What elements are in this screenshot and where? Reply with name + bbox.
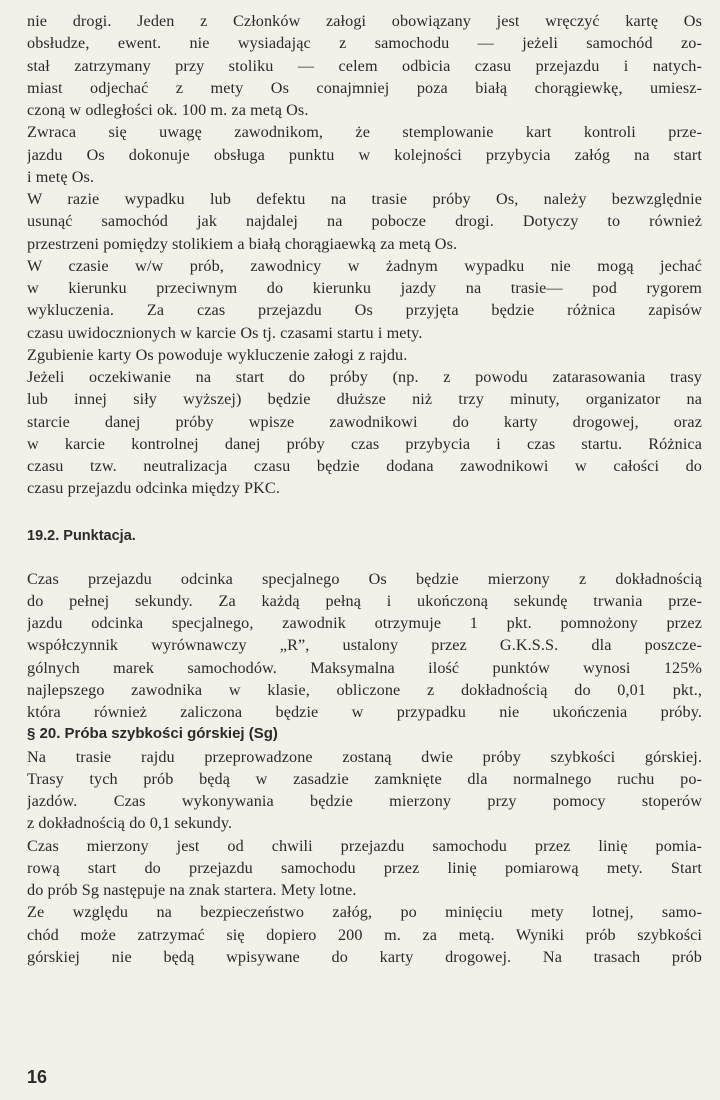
text-line: wykluczenia. Za czas przejazdu Os przyjęta będzie różnica zapisów [27,301,702,320]
text-line: obsłudze, ewent. nie wysiadając z samochodu — jeżeli samochód zo- [27,34,702,53]
text-line: chód może zatrzymać się dopiero 200 m. za metą. Wyniki prób szybkości [27,925,702,944]
paragraph-top-0 [27,10,702,121]
text-line: czasu przejazdu odcinka między PKC. [27,479,280,498]
paragraph-section20-0 [27,746,702,835]
paragraph-top-2 [27,188,702,255]
text-line: i metę Os. [27,167,95,186]
paragraph-punktacja [27,568,702,724]
text-line: usunąć samochód jak najdalej na pobocze drogi. Dotyczy to również [27,212,702,231]
text-line: gólnych marek samochodów. Maksymalna ilość punktów wynosi 125% [27,658,702,677]
text-line: która również zaliczona będzie w przypadku nie ukończenia próby. [27,703,702,721]
text-line: Na trasie rajdu przeprowadzone zostaną dwie próby szybkości górskiej. [27,747,702,766]
section-heading-proba-szybkosci-gorskiej: § 20. Próba szybkości górskiej (Sg) [27,725,278,743]
text-line: Zgubienie karty Os powoduje wykluczenie załogi z rajdu. [27,345,408,364]
text-line: współczynnik wyrównawczy „R”, ustalony przez G.K.S.S. dla poszcze- [27,636,702,655]
text-line: jazdu Os dokonuje obsługa punktu w kolejności przybycia załóg na start [27,145,702,164]
text-line: Trasy tych prób będą w zasadzie zamknięte dla normalnego ruchu po- [27,769,702,788]
paragraph-top-4 [27,344,702,366]
paragraph-top-3 [27,255,702,344]
text-line: stał zatrzymany przy stoliku — celem odbicia czasu przejazdu i natych- [27,56,702,75]
paragraph-section20-1 [27,835,702,902]
text-line: nie drogi. Jeden z Członków załogi obowiązany jest wręczyć kartę Os [27,12,702,30]
text-line: z dokładnością do 0,1 sekundy. [27,814,233,833]
text-line: Czas mierzony jest od chwili przejazdu samochodu przez linię pomia- [27,836,702,855]
text-line: najlepszego zawodnika w klasie, obliczone z dokładnością do 0,01 pkt., [27,680,702,699]
paragraph-top-1 [27,121,702,188]
text-line: W czasie w/w prób, zawodnicy w żadnym wypadku nie mogą jechać [27,256,702,275]
text-line: miast odjechać z mety Os conajmniej poza białą chorągiewkę, umiesz- [27,78,702,97]
text-line: czasu uwidocznionych w karcie Os tj. czasami startu i mety. [27,323,423,342]
text-line: przestrzeni pomiędzy stolikiem a białą chorągiaewką za metą Os. [27,234,458,253]
section-heading-punktacja: 19.2. Punktacja. [27,527,136,544]
text-line: do pełnej sekundy. Za każdą pełną i ukończoną sekundę trwania prze- [27,591,702,610]
text-line: jazdu odcinka specjalnego, zawodnik otrzymuje 1 pkt. pomnożony przez [27,614,702,632]
text-line: Ze względu na bezpieczeństwo załóg, po minięciu mety lotnej, samo- [27,903,702,922]
text-line: w kierunku przeciwnym do kierunku jazdy na trasie— pod rygorem [27,279,702,297]
page-number: 16 [27,1067,48,1087]
text-line: lub innej siły wyższej) będzie dłuższe niż trzy minuty, organizator na [27,390,702,409]
text-line: Zwraca się uwagę zawodnikom, że stemplowanie kart kontroli prze- [27,123,702,142]
text-line: jazdów. Czas wykonywania będzie mierzony przy pomocy stoperów [27,792,702,810]
text-line: górskiej nie będą wpisywane do karty drogowej. Na trasach prób [27,947,702,966]
text-line: czasu tzw. neutralizacja czasu będzie dodana zawodnikowi w całości do [27,457,702,475]
paragraph-section20-2 [27,901,702,968]
paragraph-top-5 [27,366,702,500]
text-line: w karcie kontrolnej danej próby czas przybycia i czas startu. Różnica [27,434,702,453]
text-line: do prób Sg następuje na znak startera. Mety lotne. [27,881,357,899]
text-line: czoną w odległości ok. 100 m. za metą Os. [27,101,309,119]
text-line: rową start do przejazdu samochodu przez linię pomiarową mety. Start [27,858,702,877]
text-line: Czas przejazdu odcinka specjalnego Os będzie mierzony z dokładnością [27,569,702,588]
text-line: starcie danej próby wpisze zawodnikowi do karty drogowej, oraz [27,412,702,431]
text-line: W razie wypadku lub defektu na trasie próby Os, należy bezwzględnie [27,190,702,208]
text-line: Jeżeli oczekiwanie na start do próby (np. z powodu zatarasowania trasy [27,368,702,386]
